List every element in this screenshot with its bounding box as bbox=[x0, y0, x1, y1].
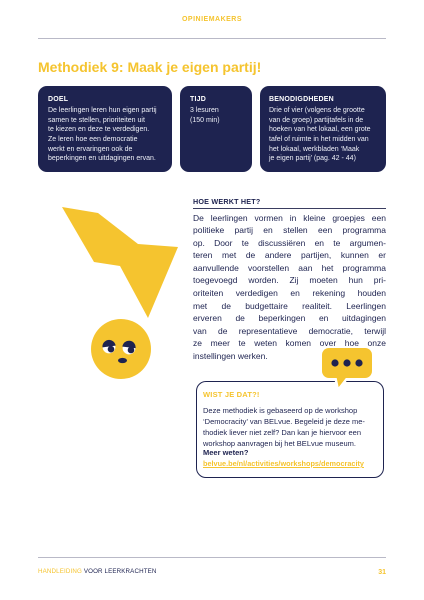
paragraph-line: toegevoegd worden. Zij moeten hun pri- bbox=[193, 275, 386, 286]
info-box-heading: BENODIGDHEDEN bbox=[269, 96, 334, 103]
info-box-line: van de groep) partijtafels in de bbox=[269, 116, 364, 124]
page-title: Methodiek 9: Maak je eigen partij! bbox=[38, 59, 262, 75]
footer-label bbox=[38, 568, 157, 576]
info-box-doel bbox=[38, 86, 172, 172]
page-number: 31 bbox=[378, 568, 386, 576]
belvue-workshop-link[interactable]: belvue.be/nl/activities/workshops/democracity bbox=[203, 459, 364, 468]
did-you-know-text bbox=[203, 405, 365, 449]
lightning-bolt-icon bbox=[62, 207, 178, 318]
did-you-know-line: ‘Democracity’ van BELvue. Begeleid je deze me- bbox=[203, 416, 365, 426]
info-box-line: beperkingen en uitdagingen ervan. bbox=[48, 155, 156, 163]
right-eye-white bbox=[123, 342, 136, 355]
info-box-line: werkt en ervaringen ook de bbox=[48, 145, 133, 153]
smiley-face-icon bbox=[91, 319, 151, 379]
right-eye-lid bbox=[122, 341, 135, 348]
paragraph-line: oriteiten verdedigen en rekening houden bbox=[193, 287, 386, 298]
did-you-know-box bbox=[196, 381, 384, 478]
header-divider bbox=[38, 38, 386, 39]
info-box-line: te kiezen en deze te verdedigen. bbox=[48, 126, 150, 134]
left-eye-pupil bbox=[108, 346, 115, 353]
paragraph-line: teren met de andere partijen, kunnen er bbox=[193, 250, 386, 261]
left-eye bbox=[102, 340, 115, 354]
did-you-know-heading: WIST JE DAT?! bbox=[203, 390, 260, 399]
info-box-heading: DOEL bbox=[48, 96, 69, 103]
face-circle bbox=[91, 319, 151, 379]
how-it-works-divider bbox=[193, 208, 386, 209]
paragraph-line: met de budgettaire realiteit. Leerlingen bbox=[193, 300, 386, 311]
right-eye bbox=[122, 341, 135, 355]
info-box-line: het lokaal, werkbladen ‘Maak bbox=[269, 145, 360, 153]
info-box-benodigdheden bbox=[260, 86, 386, 172]
footer-label-highlight: HANDLEIDING bbox=[38, 568, 82, 575]
info-box-line: (150 min) bbox=[190, 116, 220, 124]
did-you-know-line: thodiek liever niet zelf? Dan kan je hiervoor een bbox=[203, 427, 362, 437]
how-it-works-paragraph bbox=[193, 212, 386, 363]
paragraph-line: instellingen werken. bbox=[193, 350, 268, 361]
paragraph-line: aanvullende voorstellen aan het programma bbox=[193, 262, 386, 273]
footer-divider bbox=[38, 557, 386, 558]
left-eye-white bbox=[103, 341, 116, 354]
paragraph-line: erveren de beperkingen en uitdagingen bbox=[193, 313, 386, 324]
info-box-heading: TIJD bbox=[190, 96, 206, 103]
info-box-line: tafel of ruimte in het midden van bbox=[269, 135, 369, 143]
info-box-line: Ze leren hoe een democratie bbox=[48, 135, 138, 143]
paragraph-line: van de representatieve democratie, terwijl bbox=[193, 325, 386, 336]
how-it-works-heading: HOE WERKT HET? bbox=[193, 197, 261, 206]
did-you-know-line: workshop aanvragen bij het BELvue museum. bbox=[203, 438, 357, 448]
info-box-line: je eigen partij’ (pag. 42 - 44) bbox=[269, 155, 356, 163]
info-box-line: samen te stellen, prioriteiten uit bbox=[48, 116, 145, 124]
section-title: OPINIEMAKERS bbox=[181, 16, 243, 23]
paragraph-line: politieke partij en stellen een programma bbox=[193, 225, 386, 236]
more-info-label: Meer weten? bbox=[203, 447, 249, 457]
did-you-know-line: Deze methodiek is gebaseerd op de workshop bbox=[203, 405, 358, 415]
footer-label-rest: VOOR LEERKRACHTEN bbox=[83, 568, 157, 575]
paragraph-line: op. Door te discussiëren en te argumen- bbox=[193, 237, 386, 248]
right-eye-pupil bbox=[128, 347, 135, 354]
info-box-tijd bbox=[180, 86, 252, 172]
info-box-line: De leerlingen leren hun eigen partij bbox=[48, 107, 157, 115]
info-box-line: Drie of vier (volgens de grootte bbox=[269, 107, 365, 115]
info-box-line: 3 lesuren bbox=[190, 107, 219, 115]
mouth bbox=[118, 358, 127, 363]
paragraph-line: De leerlingen vormen in kleine groepjes een bbox=[193, 212, 386, 223]
info-box-line: hoeken van het lokaal, een grote bbox=[269, 126, 371, 134]
left-eye-lid bbox=[102, 340, 115, 348]
paragraph-line: ze meer te weten komen over hoe onze bbox=[193, 338, 386, 349]
